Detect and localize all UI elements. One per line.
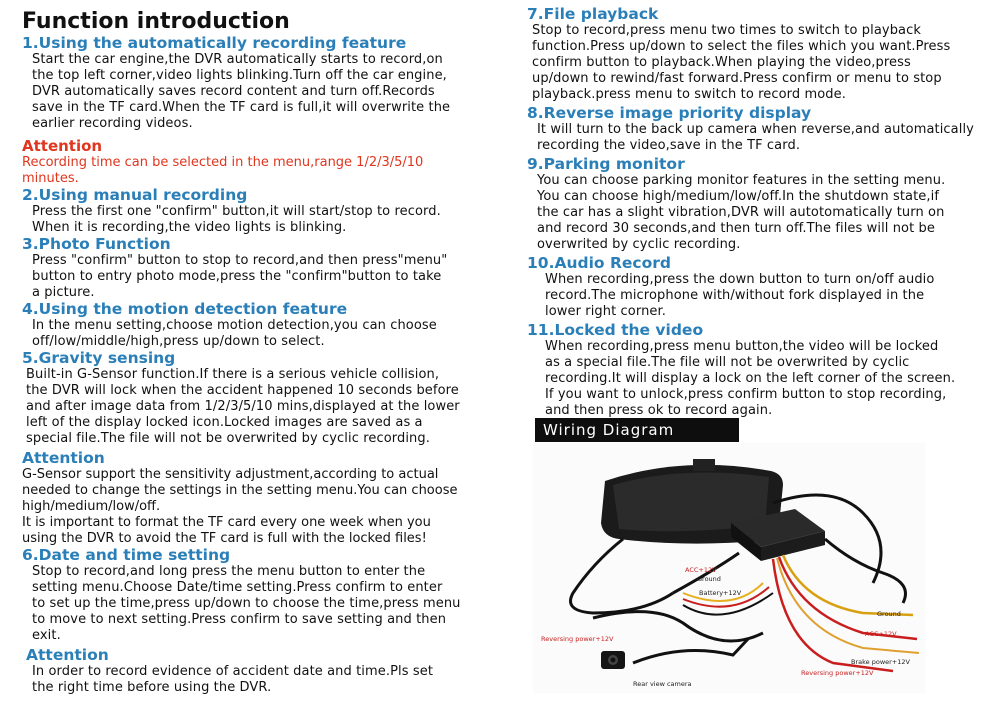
section-5-heading: 5.Gravity sensing xyxy=(22,349,176,367)
label-acc: ACC+12V xyxy=(865,630,897,638)
attention-3-text: In order to record evidence of accident date and time.Pls set the right time before using the DVR. xyxy=(32,664,434,695)
label-reversing-power: Reversing power+12V xyxy=(541,635,614,643)
attention-3-heading: Attention xyxy=(26,646,109,664)
section-7-text: Stop to record,press menu two times to switch to playback function.Press up/down to select the files which you want.Press confirm button to playback.When playing the video,press up/down to rewind/fast forward.Press confirm or menu to stop playback.press menu to switch to record mode. xyxy=(532,23,951,102)
wiring-diagram xyxy=(533,443,925,693)
section-10-text: When recording,press the down button to turn on/off audio record.The microphone with/without fork displayed in the lower right corner. xyxy=(545,272,935,319)
attention-1-text: Recording time can be selected in the menu,range 1/2/3/5/10 minutes. xyxy=(22,155,424,186)
section-8-text: It will turn to the back up camera when reverse,and automatically recording the video,save in the TF card. xyxy=(537,122,974,153)
section-11-text: When recording,press menu button,the video will be locked as a special file.The file will not be overwrited by cyclic recording.It will display a lock on the left corner of the screen. If you want to unlock,press confirm button to stop recording, and then press ok to record again. xyxy=(545,339,956,418)
label-acc-small: ACC+12V xyxy=(685,566,717,574)
wiring-diagram-title: Wiring Diagram xyxy=(535,418,739,442)
section-9-text: You can choose parking monitor features in the setting menu. You can choose high/medium/low/off.In the shutdown state,if the car has a slight vibration,DVR will autotomatically turn on and record 30 seconds,and then turn off.The files will not be overwrited by cyclic recording. xyxy=(537,173,946,252)
section-7-heading: 7.File playback xyxy=(527,5,659,23)
right-column xyxy=(527,0,989,419)
attention-2-heading: Attention xyxy=(22,449,105,467)
label-ground: Ground xyxy=(877,610,901,618)
section-4-heading: 4.Using the motion detection feature xyxy=(22,300,348,318)
label-battery: Battery+12V xyxy=(699,589,742,597)
section-2-heading: 2.Using manual recording xyxy=(22,186,248,204)
section-6-heading: 6.Date and time setting xyxy=(22,546,231,564)
section-1-heading: 1.Using the automatically recording feature xyxy=(22,34,407,52)
label-rear-camera: Rear view camera xyxy=(633,680,692,688)
page-title: Function introduction xyxy=(22,9,290,34)
attention-2-text: G-Sensor support the sensitivity adjustment,according to actual needed to change the settings in the setting menu.You can choose high/medium/low/off. It is important to format the TF card every one week when you using the DVR to avoid the TF card is full with the locked files! xyxy=(22,467,458,546)
label-ground-small: Ground xyxy=(697,575,721,583)
section-3-heading: 3.Photo Function xyxy=(22,235,171,253)
section-10-heading: 10.Audio Record xyxy=(527,254,671,272)
section-3-text: Press "confirm" button to stop to record,and then press"menu" button to entry photo mode,press the "confirm"button to take a picture. xyxy=(32,253,448,300)
attention-1-heading: Attention xyxy=(22,137,103,155)
section-1-text: Start the car engine,the DVR automatically starts to record,on the top left corner,video lights blinking.Turn off the car engine, DVR automatically saves record content and turn off.Records save in the TF card.When the TF card is full,it will overwrite the earlier recording videos. xyxy=(32,52,451,131)
section-4-text: In the menu setting,choose motion detection,you can choose off/low/middle/high,press up/down to select. xyxy=(32,318,437,349)
section-5-text: Built-in G-Sensor function.If there is a serious vehicle collision, the DVR will lock when the accident happened 10 seconds before and after image data from 1/2/3/5/10 mins,displayed at the lower left of the display locked icon.Locked images are saved as a special file.The file will not be overwrited by cyclic recording. xyxy=(26,367,460,446)
section-6-text: Stop to record,and long press the menu button to enter the setting menu.Choose Date/time setting.Press confirm to enter to set up the time,press up/down to choose the time,press menu to move to next setting.Press confirm to save setting and then exit. xyxy=(32,564,461,643)
rear-camera-icon xyxy=(601,651,625,669)
section-9-heading: 9.Parking monitor xyxy=(527,155,685,173)
section-11-heading: 11.Locked the video xyxy=(527,321,704,339)
label-reversing-power-right: Reversing power+12V xyxy=(801,669,874,677)
left-column xyxy=(22,0,490,696)
section-8-heading: 8.Reverse image priority display xyxy=(527,104,812,122)
section-2-text: Press the first one "confirm" button,it will start/stop to record. When it is recording,the video lights is blinking. xyxy=(32,204,441,235)
label-brake-power: Brake power+12V xyxy=(851,658,910,666)
